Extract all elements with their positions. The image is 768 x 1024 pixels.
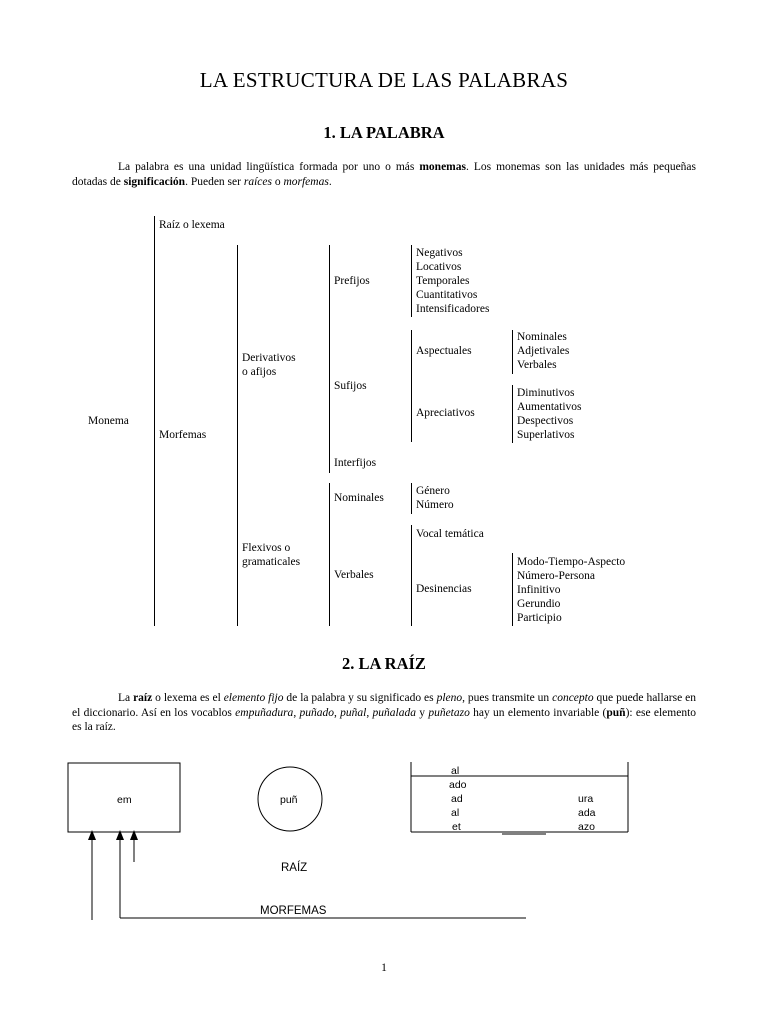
tree-node-derivativos: Derivativos [242, 352, 296, 364]
tree-node-vocal-tematica: Vocal temática [416, 528, 484, 540]
root-pun: puñ [280, 794, 298, 806]
tree-node-aspectuales: Aspectuales [416, 345, 472, 357]
suffix-item: ura [578, 793, 594, 805]
tree-node-derivativos: o afijos [242, 366, 277, 378]
tree-leaf: Participio [517, 612, 562, 624]
tree-leaf: Infinitivo [517, 584, 561, 596]
tree-leaf: Temporales [416, 275, 470, 287]
section-heading-la-palabra: 1. LA PALABRA [323, 123, 445, 142]
page-number: 1 [381, 962, 387, 974]
tree-leaf: Negativos [416, 247, 463, 259]
tree-leaf: Género [416, 485, 450, 497]
tree-leaf: Intensificadores [416, 303, 490, 315]
tree-node-interfijos: Interfijos [334, 457, 377, 469]
suffix-item: et [452, 821, 461, 833]
tree-node-flexivos: Flexivos o [242, 542, 291, 554]
tree-node-verbales: Verbales [334, 569, 374, 581]
paragraph-palabra: La palabra es una unidad lingüística formada por uno o más monemas. Los monemas son las unidades más pequeñas dotadas de significación. Pueden ser raíces o morfemas. [72, 161, 697, 188]
paragraph-raiz: La raíz o lexema es el elemento fijo de la palabra y su significado es pleno, pues transmite un concepto que puede hallarse en el diccionario. Así en los vocablos empuñadura, puñado, puñal, puñalada y puñetazo hay un elemento invariable (puñ): ese elemento es la raíz. [72, 692, 697, 733]
tree-node-flexivos: gramaticales [242, 556, 301, 568]
page-title: LA ESTRUCTURA DE LAS PALABRAS [199, 68, 569, 92]
tree-node-raiz: Raíz o lexema [159, 219, 225, 231]
suffix-item: ada [578, 807, 596, 819]
tree-node-apreciativos: Apreciativos [416, 407, 475, 419]
section-heading-la-raiz: 2. LA RAÍZ [342, 654, 426, 673]
tree-leaf: Modo-Tiempo-Aspecto [517, 556, 626, 568]
prefix-em: em [117, 794, 132, 806]
morfemas-label: MORFEMAS [260, 905, 327, 917]
suffix-item: al [451, 807, 460, 819]
tree-leaf: Diminutivos [517, 387, 575, 399]
suffix-item: al [451, 765, 460, 777]
tree-leaf: Gerundio [517, 598, 561, 610]
tree-leaf: Nominales [517, 331, 567, 343]
tree-leaf: Número [416, 499, 454, 511]
tree-leaf: Adjetivales [517, 345, 570, 357]
tree-leaf: Superlativos [517, 429, 575, 441]
tree-leaf: Número-Persona [517, 570, 595, 582]
tree-node-nominales: Nominales [334, 492, 384, 504]
tree-node-desinencias: Desinencias [416, 583, 472, 595]
raiz-label: RAÍZ [281, 862, 308, 874]
tree-node-monema: Monema [88, 415, 129, 427]
tree-leaf: Locativos [416, 261, 462, 273]
tree-leaf: Despectivos [517, 415, 574, 427]
tree-node-sufijos: Sufijos [334, 380, 367, 392]
tree-leaf: Verbales [517, 359, 557, 371]
tree-leaf: Cuantitativos [416, 289, 478, 301]
tree-node-prefijos: Prefijos [334, 275, 370, 287]
tree-node-morfemas: Morfemas [159, 429, 207, 441]
suffix-item: azo [578, 821, 595, 833]
suffix-item: ado [449, 779, 467, 791]
tree-leaf: Aumentativos [517, 401, 582, 413]
suffix-item: ad [451, 793, 463, 805]
